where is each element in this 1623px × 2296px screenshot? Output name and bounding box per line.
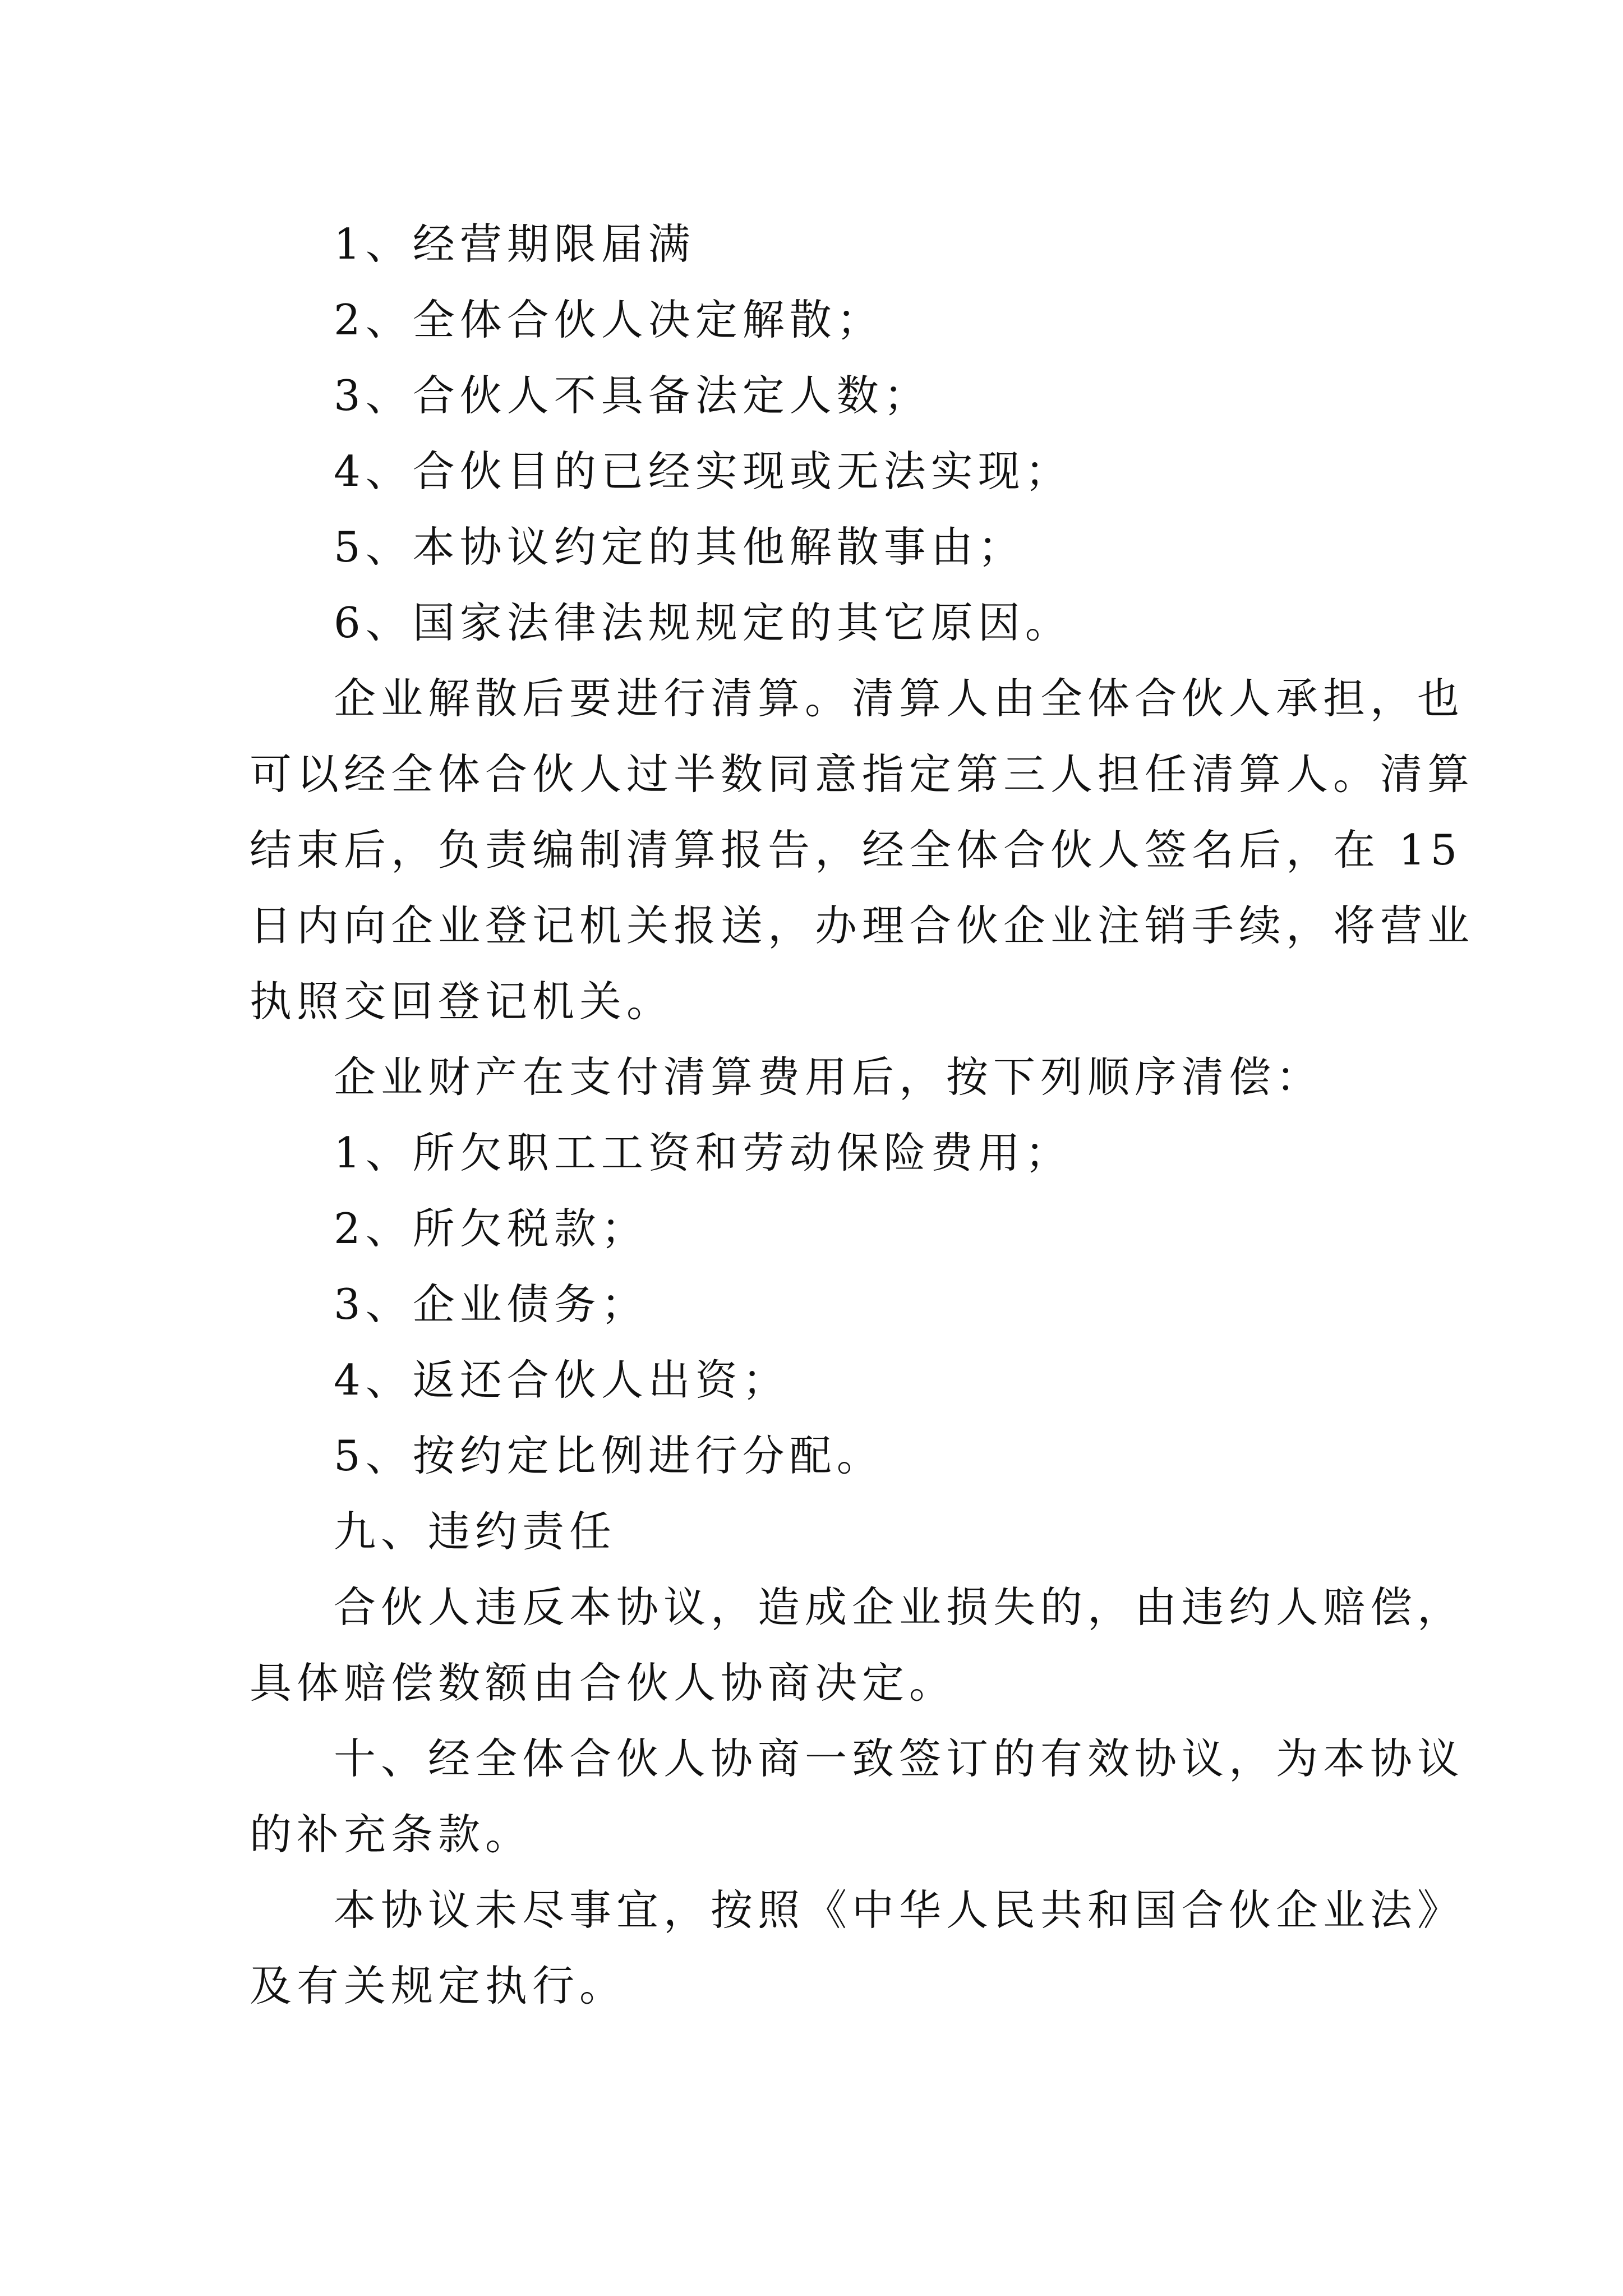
list-item: 5、按约定比例进行分配。 [334,1431,884,1480]
paragraph-line: 及有关规定执行。 [250,1961,627,2010]
paragraph-line: 十、经全体合伙人协商一致签订的有效协议，为本协议 [334,1734,1465,1783]
paragraph-line: 可以经全体合伙人过半数同意指定第三人担任清算人。清算 [250,749,1475,799]
paragraph-line: 执照交回登记机关。 [250,977,674,1026]
paragraph-line: 企业财产在支付清算费用后，按下列顺序清偿： [334,1052,1324,1102]
paragraph-line: 企业解散后要进行清算。清算人由全体合伙人承担，也 [334,674,1465,723]
paragraph-line: 的补充条款。 [250,1810,533,1859]
list-item: 2、所欠税款； [334,1204,648,1253]
section-heading: 九、违约责任 [334,1507,617,1556]
paragraph-line: 本协议未尽事宜，按照《中华人民共和国合伙企业法》 [334,1885,1465,1935]
list-item: 5、本协议约定的其他解散事由； [334,522,1025,572]
paragraph-line: 日内向企业登记机关报送，办理合伙企业注销手续，将营业 [250,901,1475,950]
list-item: 1、经营期限届满 [334,219,695,269]
list-item: 2、全体合伙人决定解散； [334,295,884,344]
list-item: 6、国家法律法规规定的其它原因。 [334,598,1072,647]
list-item: 1、所欠职工工资和劳动保险费用； [334,1128,1072,1177]
paragraph-line: 合伙人违反本协议，造成企业损失的，由违约人赔偿， [334,1582,1465,1632]
list-item: 4、合伙目的已经实现或无法实现； [334,447,1072,496]
paragraph-line: 具体赔偿数额由合伙人协商决定。 [250,1658,957,1708]
paragraph-line: 结束后，负责编制清算报告，经全体合伙人签名后，在 15 [250,825,1463,875]
list-item: 4、返还合伙人出资； [334,1355,790,1405]
list-item: 3、合伙人不具备法定人数； [334,371,931,420]
list-item: 3、企业债务； [334,1280,648,1329]
